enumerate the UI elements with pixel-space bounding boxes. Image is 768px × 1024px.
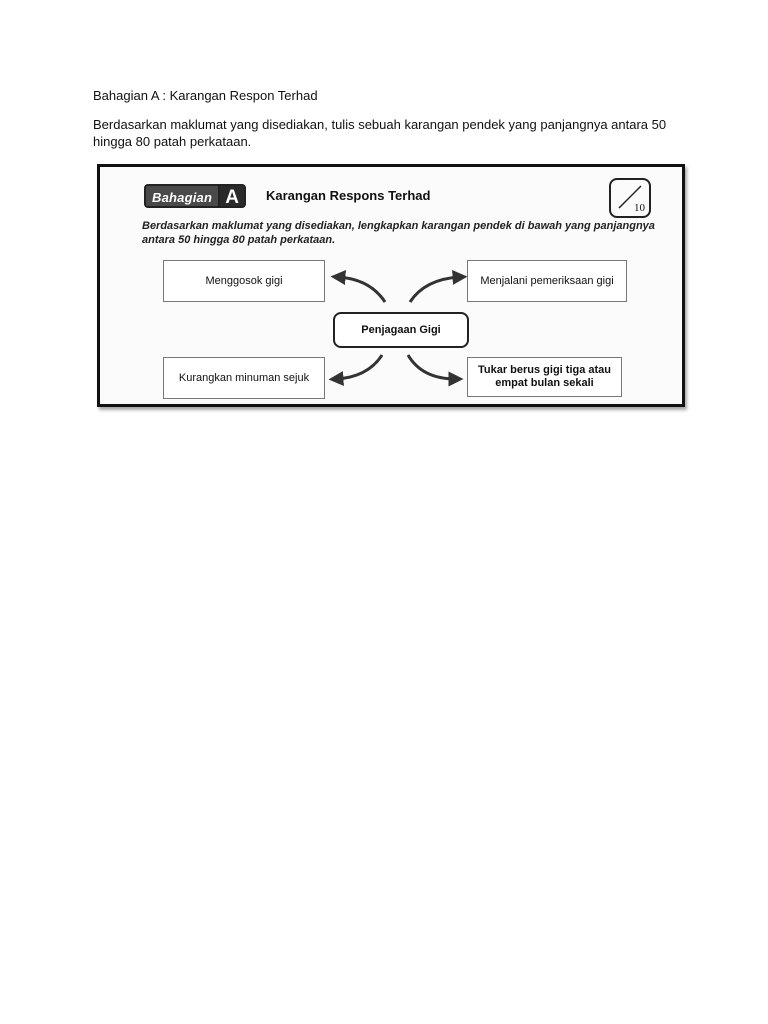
- mind-map-item: Menjalani pemeriksaan gigi: [467, 260, 627, 302]
- arrow-bottom-left: [336, 355, 382, 379]
- mind-map-center: Penjagaan Gigi: [333, 312, 469, 348]
- section-tag-letter: A: [220, 184, 246, 208]
- figure-instruction: Berdasarkan maklumat yang disediakan, lengkapkan karangan pendek di bawah yang panjangnya antara 50 hingga 80 patah perkataan.: [142, 220, 655, 246]
- mind-map-item: Tukar berus gigi tiga atau empat bulan sekali: [467, 357, 622, 397]
- score-value: 10: [634, 202, 645, 214]
- mind-map-item: Menggosok gigi: [163, 260, 325, 302]
- mind-map-item: Kurangkan minuman sejuk: [163, 357, 325, 399]
- arrow-top-left: [338, 277, 385, 302]
- instruction-text: Berdasarkan maklumat yang disediakan, tulis sebuah karangan pendek yang panjangnya antara 50 hingga 80 patah perkataan.: [93, 117, 667, 149]
- section-tag-word: Bahagian: [144, 184, 220, 208]
- exercise-figure: [97, 164, 685, 407]
- section-heading: Bahagian A : Karangan Respon Terhad: [93, 88, 318, 103]
- arrow-top-right: [410, 277, 460, 302]
- figure-title: Karangan Respons Terhad: [266, 188, 431, 203]
- arrow-bottom-right: [408, 355, 456, 379]
